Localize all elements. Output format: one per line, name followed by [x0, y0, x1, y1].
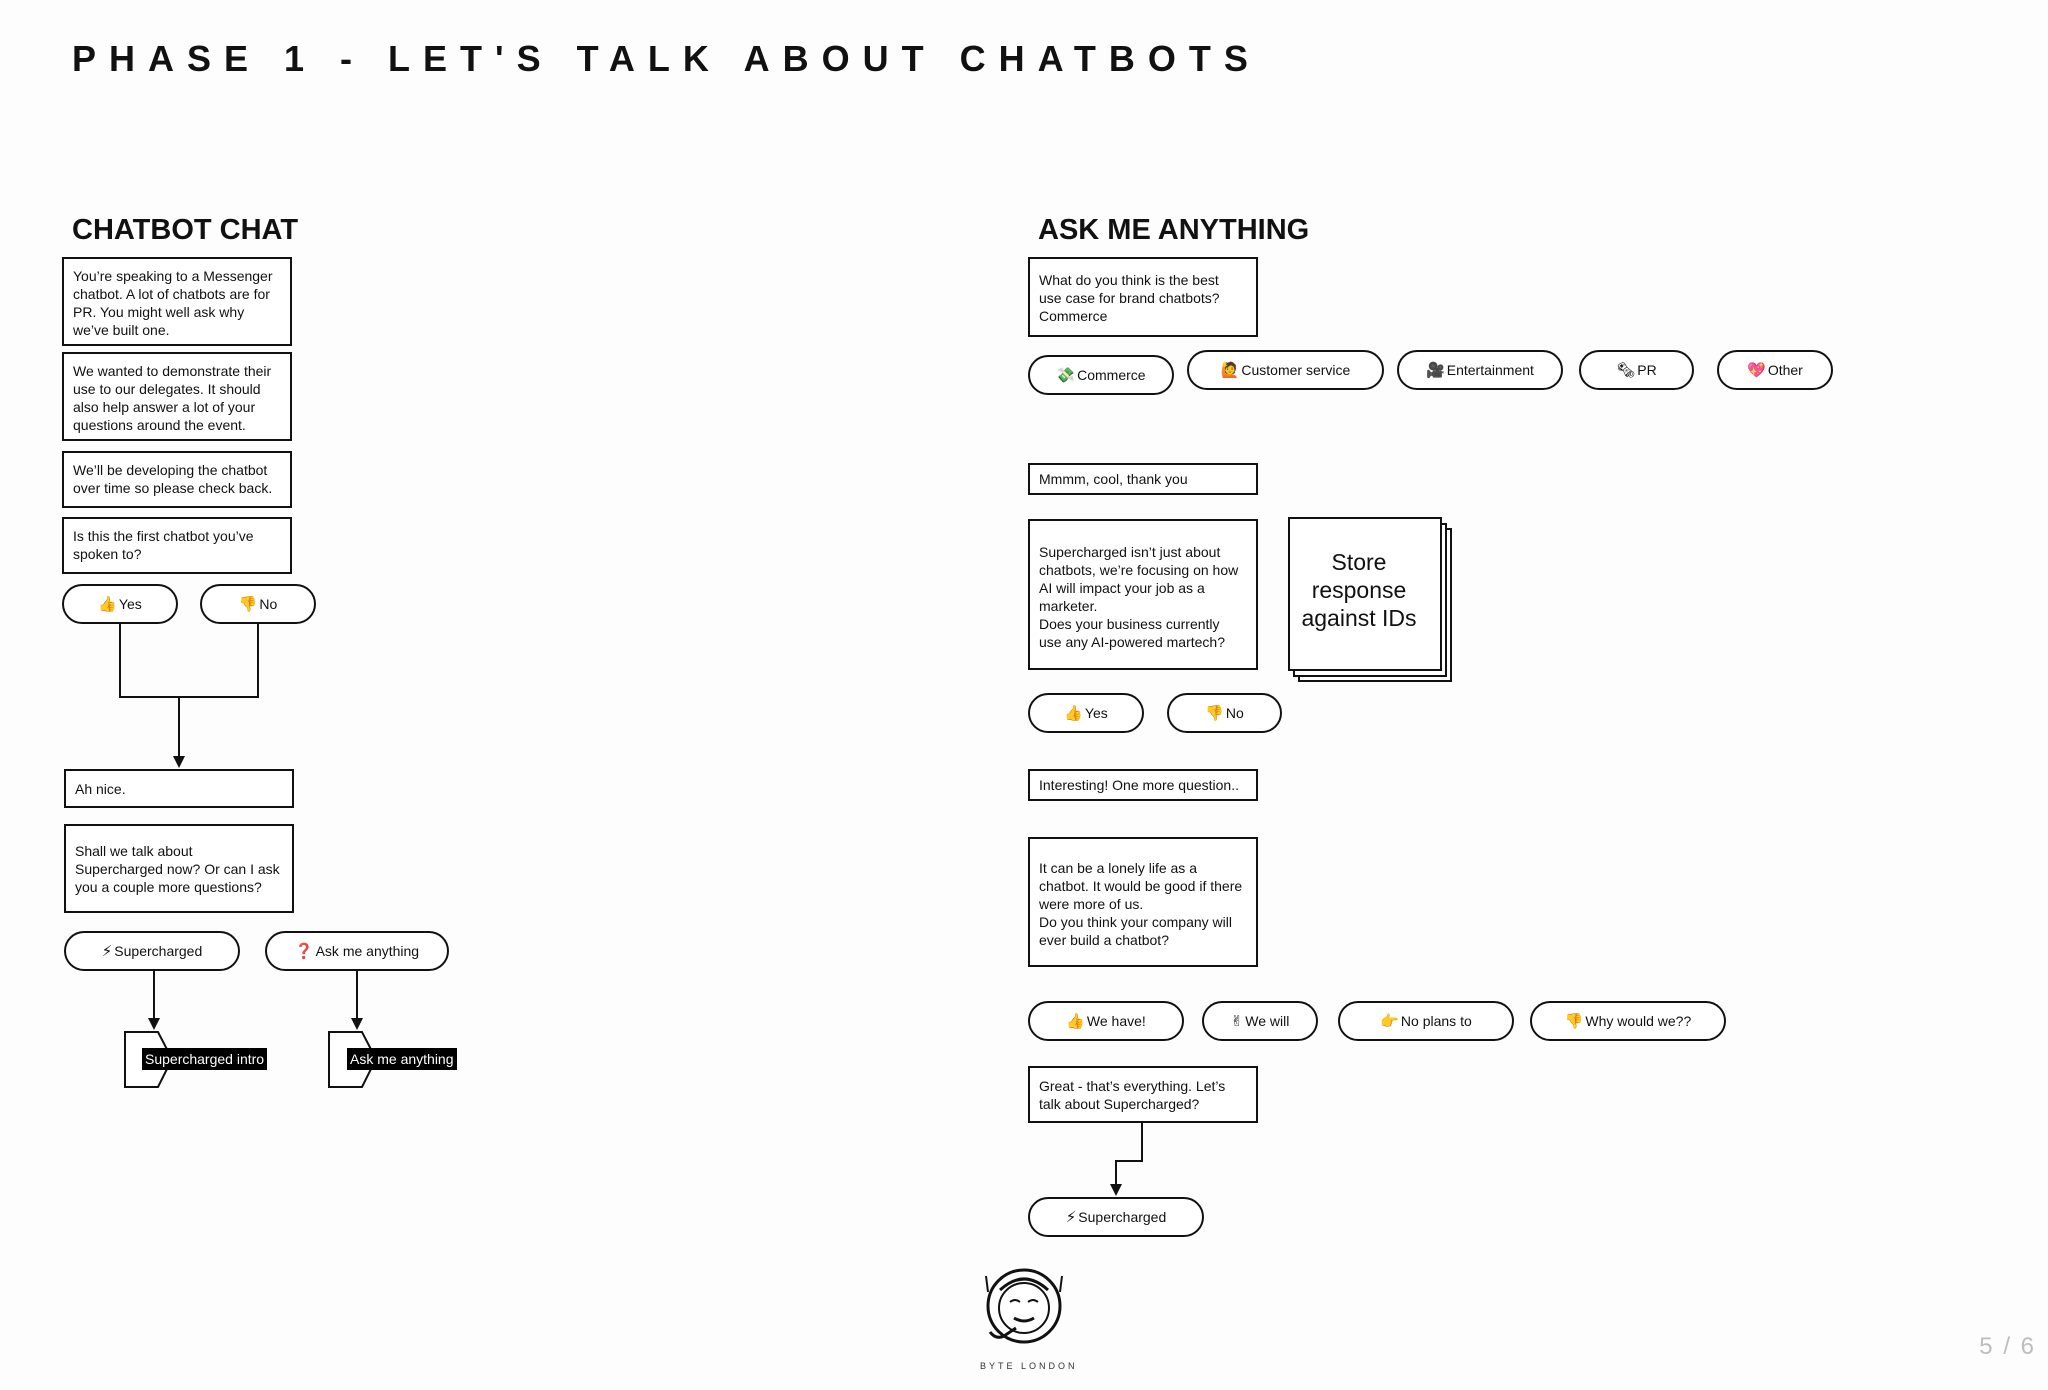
why-would-we-option-label: Why would we?? — [1585, 1013, 1692, 1029]
victory-hand-icon: ✌ — [1230, 1012, 1244, 1030]
question-icon: ❓ — [294, 942, 314, 960]
no-option-label: No — [259, 596, 278, 612]
thumbs-up-icon: 👍 — [1064, 704, 1083, 722]
logo-text: BYTE LONDON — [980, 1361, 1078, 1371]
byte-london-logo — [980, 1262, 1078, 1371]
final-supercharged-label: Supercharged — [1078, 1209, 1167, 1225]
why-would-we-option-button[interactable] — [1530, 1001, 1726, 1041]
we-will-option-button[interactable] — [1202, 1001, 1318, 1041]
supercharged-option-label: Supercharged — [114, 943, 203, 959]
thumbs-down-icon: 👎 — [1564, 1012, 1584, 1030]
thumbs-up-icon: 👍 — [1066, 1012, 1085, 1030]
supercharged-intro-link[interactable]: Supercharged intro — [142, 1048, 267, 1070]
no-plans-option-button[interactable] — [1338, 1001, 1514, 1041]
heart-icon: 💖 — [1747, 361, 1766, 379]
final-supercharged-button[interactable] — [1028, 1197, 1204, 1237]
martech-no-button[interactable] — [1167, 693, 1282, 733]
martech-no-label: No — [1225, 705, 1244, 721]
no-plans-option-label: No plans to — [1400, 1013, 1472, 1029]
chat-message-intro: You’re speaking to a Messenger chatbot. A lot of chatbots are for PR. You might well ask why we’ve built one. — [62, 257, 292, 346]
yes-no-merge-line — [120, 624, 258, 697]
ask-me-anything-option-label: Ask me anything — [315, 943, 420, 959]
question-best-use-case: What do you think is the best use case for brand chatbots? Commerce — [1028, 257, 1258, 337]
thumbs-down-icon: 👎 — [1205, 704, 1224, 722]
person-raising-hand-icon: 🙋 — [1220, 361, 1240, 379]
thumbs-down-icon: 👎 — [238, 595, 258, 613]
martech-yes-button[interactable] — [1028, 693, 1144, 733]
yes-option-label: Yes — [118, 596, 142, 612]
chat-message-developing: We’ll be developing the chatbot over time so please check back. — [62, 451, 292, 508]
thumbs-up-icon: 👍 — [98, 595, 117, 613]
question-ai-martech: Supercharged isn’t just about chatbots, we’re focusing on how AI will impact your job as a marketer. Does your business currently use any AI-powered martech? — [1028, 519, 1258, 670]
we-have-option-button[interactable] — [1028, 1001, 1184, 1041]
chat-message-first-chatbot: Is this the first chatbot you’ve spoken to? — [62, 517, 292, 574]
pointing-right-icon: 👉 — [1380, 1012, 1399, 1030]
pr-option-label: PR — [1637, 362, 1657, 378]
reply-great-thats-everything: Great - that’s everything. Let’s talk about Supercharged? — [1028, 1066, 1258, 1123]
martech-yes-label: Yes — [1084, 705, 1108, 721]
question-build-chatbot: It can be a lonely life as a chatbot. It would be good if there were more of us. Do you think your company will ever build a chatbot? — [1028, 837, 1258, 967]
commerce-option-button[interactable] — [1028, 355, 1174, 395]
arrow-to-final-supercharged — [1116, 1121, 1142, 1194]
we-will-option-label: We will — [1245, 1013, 1290, 1029]
chatbot-chat-heading: CHATBOT CHAT — [72, 214, 299, 246]
customer-service-option-button[interactable] — [1187, 350, 1384, 390]
newspaper-icon: 🗞 — [1616, 361, 1636, 379]
store-response-label: Store response against IDs — [1301, 549, 1417, 631]
lightning-icon: ⚡ — [101, 942, 113, 960]
chat-message-demo: We wanted to demonstrate their use to our delegates. It should also help answer a lot of your questions around the event. — [62, 352, 292, 441]
money-icon: 💸 — [1056, 366, 1076, 384]
reply-mmmm-cool: Mmmm, cool, thank you — [1028, 463, 1258, 495]
chat-message-talk-supercharged: Shall we talk about Supercharged now? Or can I ask you a couple more questions? — [64, 824, 294, 913]
commerce-option-label: Commerce — [1077, 367, 1146, 383]
customer-service-option-label: Customer service — [1241, 362, 1351, 378]
page-title: PHASE 1 - LET'S TALK ABOUT CHATBOTS — [72, 38, 1261, 79]
other-option-button[interactable] — [1717, 350, 1833, 390]
page-number: 5 / 6 — [1979, 1333, 2036, 1360]
pr-option-button[interactable] — [1579, 350, 1694, 390]
other-option-label: Other — [1767, 362, 1803, 378]
movie-camera-icon: 🎥 — [1426, 361, 1445, 379]
reply-interesting: Interesting! One more question.. — [1028, 769, 1258, 801]
entertainment-option-label: Entertainment — [1446, 362, 1534, 378]
we-have-option-label: We have! — [1086, 1013, 1146, 1029]
chat-reply-ah-nice: Ah nice. — [64, 769, 294, 808]
lightning-icon: ⚡ — [1065, 1208, 1077, 1226]
astronaut-logo-icon — [980, 1262, 1068, 1354]
ask-me-anything-link[interactable]: Ask me anything — [347, 1048, 457, 1070]
entertainment-option-button[interactable] — [1397, 350, 1563, 390]
ask-me-anything-heading: ASK ME ANYTHING — [1038, 214, 1310, 246]
